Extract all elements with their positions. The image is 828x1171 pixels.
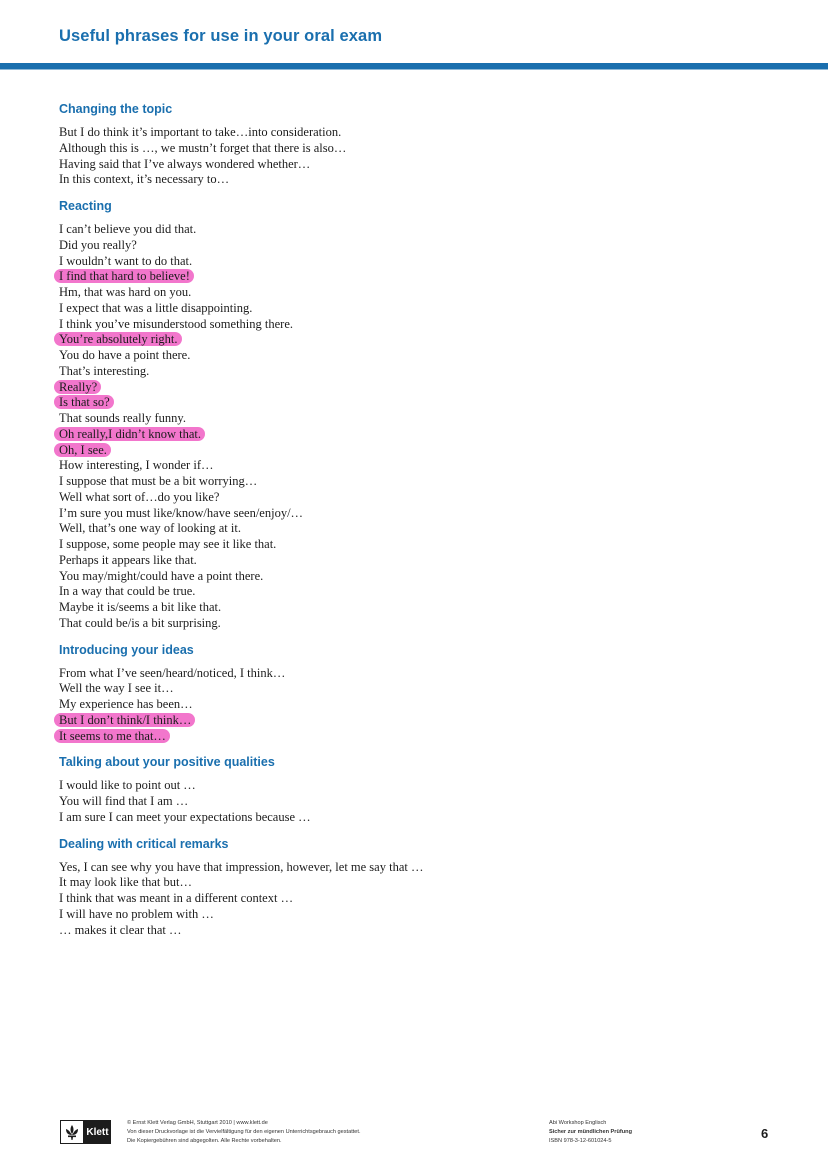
phrase-line — [59, 490, 779, 506]
phrase-line — [59, 157, 779, 173]
phrase-line — [59, 907, 779, 923]
phrase-text: Well what sort of…do you like? — [59, 489, 220, 504]
phrase-line — [59, 616, 779, 632]
highlighted-phrase — [59, 269, 779, 285]
phrase-line — [59, 778, 779, 794]
phrase-text: Although this is …, we mustn’t forget that there is also… — [59, 140, 347, 155]
phrase-text: You will find that I am … — [59, 794, 189, 808]
page-title: Useful phrases for use in your oral exam — [59, 27, 383, 45]
phrase-content — [59, 101, 779, 948]
header-divider — [0, 63, 828, 69]
phrase-line — [59, 317, 779, 333]
phrase-text: Hm, that was hard on you. — [59, 285, 192, 299]
highlighted-phrase — [59, 380, 779, 396]
highlighted-phrase — [59, 427, 779, 443]
phrase-text: I wouldn’t want to do that. — [59, 253, 193, 268]
book-isbn: ISBN 978-3-12-601024-5 — [549, 1138, 612, 1144]
section-title: Changing the topic — [59, 102, 173, 116]
phrase-text: I would like to point out … — [59, 778, 196, 793]
section-title: Talking about your positive qualities — [59, 755, 275, 770]
phrase-line — [59, 666, 779, 682]
phrase-line — [59, 222, 779, 238]
phrase-text: I expect that was a little disappointing. — [59, 300, 253, 315]
phrase-text: In a way that could be true. — [59, 584, 196, 599]
phrase-text: It may look like that but… — [59, 875, 192, 890]
phrase-line — [59, 285, 779, 301]
phrase-text: I think that was meant in a different context … — [59, 891, 294, 905]
phrase-line — [59, 794, 779, 810]
phrase-text: You do have a point there. — [59, 348, 191, 362]
phrase-text: From what I’ve seen/heard/noticed, I think… — [59, 665, 286, 680]
phrase-text: Did you really? — [59, 237, 137, 252]
phrase-text: Really? — [54, 380, 101, 394]
phrase-line — [59, 254, 779, 270]
phrase-text: But I do think it’s important to take…into consideration. — [59, 125, 342, 139]
highlighted-phrase — [59, 443, 779, 459]
phrase-line — [59, 600, 779, 616]
phrase-text: I suppose, some people may see it like that. — [59, 537, 277, 551]
phrase-line — [59, 506, 779, 522]
phrase-text: Having said that I’ve always wondered whether… — [59, 156, 311, 171]
phrase-text: That could be/is a bit surprising. — [59, 615, 221, 630]
page-number: 6 — [761, 1126, 769, 1141]
phrase-text: You’re absolutely right. — [54, 332, 182, 346]
page-footer — [0, 1112, 828, 1162]
phrase-text: Yes, I can see why you have that impression, however, let me say that … — [59, 859, 424, 874]
phrase-text: I will have no problem with … — [59, 906, 214, 921]
section-title: Introducing your ideas — [59, 642, 194, 657]
phrase-text: Well the way I see it… — [59, 681, 174, 696]
phrase-line — [59, 411, 779, 427]
phrase-text: How interesting, I wonder if… — [59, 458, 214, 473]
section-title: Dealing with critical remarks — [59, 836, 229, 851]
klett-lily-icon — [60, 1120, 84, 1144]
phrase-line — [59, 474, 779, 490]
section-title: Reacting — [59, 199, 112, 213]
phrase-text: I find that hard to believe! — [54, 269, 194, 283]
phrase-line — [59, 569, 779, 585]
book-title: Sicher zur mündlichen Prüfung — [549, 1129, 632, 1135]
phrase-text: I can’t believe you did that. — [59, 222, 197, 236]
phrase-text: You may/might/could have a point there. — [59, 568, 264, 583]
phrase-text: That’s interesting. — [59, 363, 150, 378]
copyright-line: © Ernst Klett Verlag GmbH, Stuttgart 2010 | www.klett.de — [127, 1120, 268, 1126]
phrase-section — [59, 101, 779, 188]
phrase-text: I’m sure you must like/know/have seen/enjoy/… — [59, 505, 304, 520]
phrase-line — [59, 458, 779, 474]
phrase-line — [59, 891, 779, 907]
copyright-notice — [127, 1119, 361, 1146]
highlighted-phrase — [59, 713, 779, 729]
phrase-text: Well, that’s one way of looking at it. — [59, 521, 241, 536]
book-series: Abi Workshop Englisch — [549, 1120, 607, 1126]
phrase-text: But I don’t think/I think… — [54, 713, 195, 727]
highlighted-phrase — [59, 729, 779, 745]
klett-logo-text: Klett — [84, 1120, 111, 1144]
phrase-line — [59, 141, 779, 157]
phrase-text: Oh, I see. — [54, 443, 111, 457]
phrase-text: I think you’ve misunderstood something there. — [59, 316, 293, 331]
highlighted-phrase — [59, 395, 779, 411]
phrase-section — [59, 754, 779, 825]
phrase-text: My experience has been… — [59, 697, 193, 711]
phrase-section — [59, 642, 779, 745]
phrase-line — [59, 172, 779, 188]
phrase-line — [59, 923, 779, 939]
phrase-text: It seems to me that… — [54, 729, 170, 743]
phrase-section — [59, 836, 779, 939]
phrase-line — [59, 521, 779, 537]
phrase-line — [59, 860, 779, 876]
phrase-text: That sounds really funny. — [59, 411, 186, 425]
phrase-line — [59, 681, 779, 697]
book-info — [549, 1119, 632, 1146]
phrase-text: In this context, it’s necessary to… — [59, 172, 230, 187]
phrase-text: Oh really,I didn’t know that. — [54, 427, 205, 441]
phrase-text: Is that so? — [54, 395, 114, 409]
phrase-line — [59, 238, 779, 254]
phrase-text: Perhaps it appears like that. — [59, 552, 197, 567]
phrase-line — [59, 697, 779, 713]
phrase-line — [59, 348, 779, 364]
klett-logo — [60, 1120, 111, 1144]
phrase-line — [59, 875, 779, 891]
phrase-text: Maybe it is/seems a bit like that. — [59, 600, 222, 614]
phrase-text: I am sure I can meet your expectations because … — [59, 809, 311, 824]
phrase-line — [59, 364, 779, 380]
phrase-line — [59, 301, 779, 317]
phrase-section — [59, 198, 779, 632]
phrase-line — [59, 537, 779, 553]
phrase-line — [59, 553, 779, 569]
copyright-line: Von dieser Druckvorlage ist die Vervielfältigung für den eigenen Unterrichtsgebrauch gestattet. — [127, 1129, 361, 1135]
phrase-line — [59, 584, 779, 600]
copyright-line: Die Kopiergebühren sind abgegolten. Alle Rechte vorbehalten. — [127, 1138, 282, 1144]
phrase-text: I suppose that must be a bit worrying… — [59, 474, 258, 488]
phrase-line — [59, 125, 779, 141]
phrase-text: … makes it clear that … — [59, 922, 182, 937]
phrase-line — [59, 810, 779, 826]
highlighted-phrase — [59, 332, 779, 348]
